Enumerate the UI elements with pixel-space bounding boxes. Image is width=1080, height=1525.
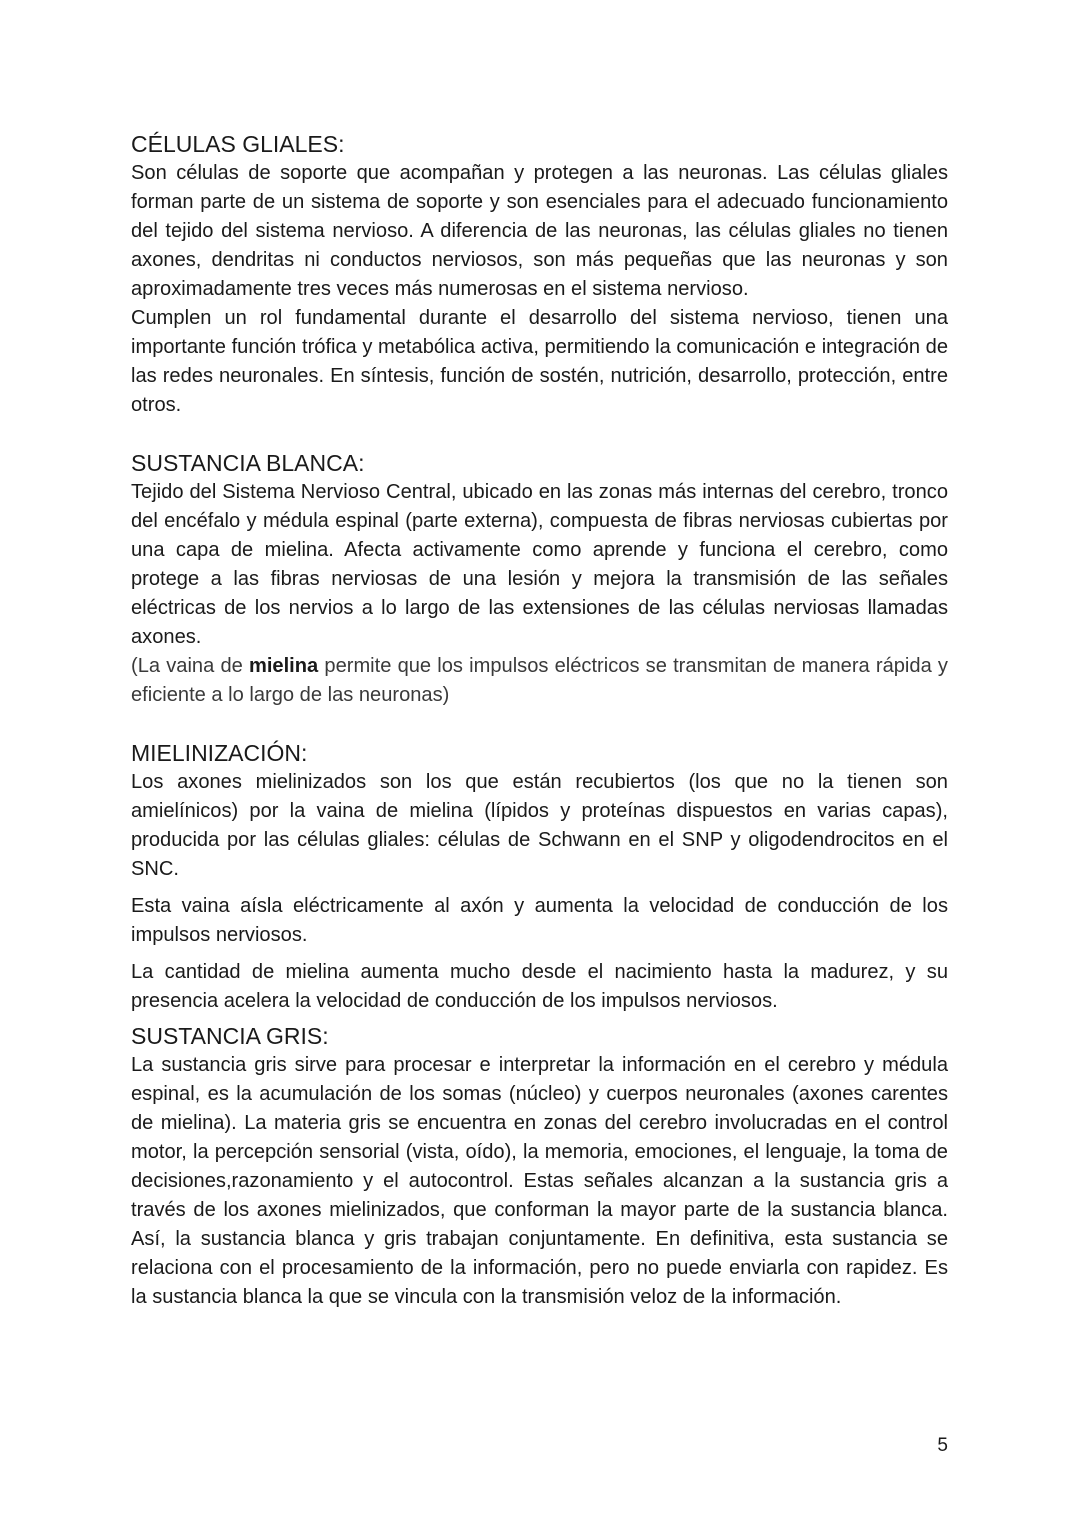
document-page bbox=[131, 130, 948, 1312]
note-text-before: (La vaina de bbox=[131, 655, 249, 677]
note-bold-term: mielina bbox=[248, 655, 319, 677]
section-sustancia-blanca bbox=[131, 449, 948, 710]
paragraph: Esta vaina aísla eléctricamente al axón y aumenta la velocidad de conducción de los impulsos nerviosos. bbox=[131, 895, 948, 946]
mielina-note bbox=[131, 652, 948, 710]
paragraph: Son células de soporte que acompañan y protegen a las neuronas. Las células gliales forman parte de un sistema de soporte y son esenciales para el adecuado funcionamiento del tejido del sistema nervioso. A diferencia de las neuronas, las células gliales no tienen axones, dendritas ni conductos nerviosos, son más pequeñas que las neuronas y son aproximadamente tres veces más numerosas en el sistema nervioso. bbox=[131, 162, 948, 300]
paragraph: La cantidad de mielina aumenta mucho desde el nacimiento hasta la madurez, y su presencia acelera la velocidad de conducción de los impulsos nerviosos. bbox=[131, 961, 948, 1012]
paragraph: Cumplen un rol fundamental durante el desarrollo del sistema nervioso, tienen una importante función trófica y metabólica activa, permitiendo la comunicación e integración de las redes neuronales. En síntesis, función de sostén, nutrición, desarrollo, protección, entre otros. bbox=[131, 307, 948, 416]
paragraph: Los axones mielinizados son los que están recubiertos (los que no la tienen son amielínicos) por la vaina de mielina (lípidos y proteínas dispuestos en varias capas), producida por las células gliales: células de Schwann en el SNP y oligodendrocitos en el SNC. bbox=[131, 771, 948, 880]
section-celulas-gliales bbox=[131, 130, 948, 420]
section-heading: SUSTANCIA GRIS: bbox=[131, 1023, 329, 1049]
note-text-after: permite que los impulsos eléctricos se transmitan de manera rápida y eficiente a lo largo de las neuronas) bbox=[131, 655, 948, 706]
paragraph: La sustancia gris sirve para procesar e interpretar la información en el cerebro y médula espinal, es la acumulación de los somas (núcleo) y cuerpos neuronales (axones carentes de mielina). La materia gris se encuentra en zonas del cerebro involucradas en el control motor, la percepción sensorial (vista, oído), la memoria, emociones, el lenguaje, la toma de decisiones,razonamiento y el autocontrol. Estas señales alcanzan a la sustancia gris a través de los axones mielinizados, que conforman la mayor parte de la sustancia blanca. Así, la sustancia blanca y gris trabajan conjuntamente. En definitiva, esta sustancia se relaciona con el procesamiento de la información, pero no puede enviarla con rapidez. Es la sustancia blanca la que se vincula con la transmisión veloz de la información. bbox=[131, 1054, 948, 1308]
paragraph: Tejido del Sistema Nervioso Central, ubicado en las zonas más internas del cerebro, tronco del encéfalo y médula espinal (parte externa), compuesta de fibras nerviosas cubiertas por una capa de mielina. Afecta activamente como aprende y funciona el cerebro, como protege a las fibras nerviosas de una lesión y mejora la transmisión de las señales eléctricas de los nervios a lo largo de las extensiones de las células nerviosas llamadas axones. bbox=[131, 481, 948, 648]
page-number: 5 bbox=[937, 1435, 948, 1456]
section-sustancia-gris bbox=[131, 1022, 948, 1312]
section-heading: MIELINIZACIÓN: bbox=[131, 740, 308, 766]
section-heading: CÉLULAS GLIALES: bbox=[131, 131, 345, 157]
section-heading: SUSTANCIA BLANCA: bbox=[131, 450, 365, 476]
section-mielinizacion bbox=[131, 739, 948, 1016]
